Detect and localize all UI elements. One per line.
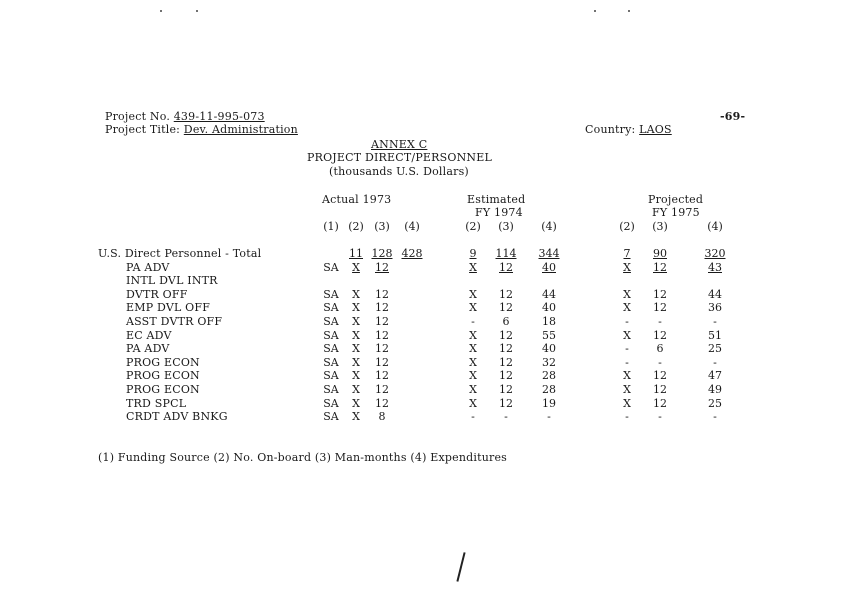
est-expenditures: 40 [542,342,556,356]
col-header-manmonths-actual: (3) [374,220,390,233]
est-onboard: X [469,396,477,410]
actual-onboard: X [352,287,360,301]
actual-onboard: X [352,383,360,396]
est-manmonths: - [504,410,508,424]
row-label: CRDT ADV BNKG [126,410,228,424]
scan-speck [160,10,162,12]
actual-onboard: X [352,328,360,342]
proj-manmonths: 12 [653,369,667,383]
est-expenditures: 28 [542,369,556,383]
est-manmonths: 12 [499,369,513,383]
col-header-onboard-proj: (2) [619,220,635,233]
row-label: INTL DVL INTR [126,274,218,288]
proj-manmonths: 12 [653,396,667,410]
est-expenditures: 344 [538,247,560,260]
funding-source: SA [323,315,339,328]
scan-speck [594,10,596,12]
actual-manmonths: 12 [375,260,389,274]
row-label: ASST DVTR OFF [126,315,223,328]
proj-onboard: 7 [623,247,631,260]
proj-manmonths: 12 [653,301,667,315]
projected-fy-header: FY 1975 [652,206,700,219]
actual-onboard: X [352,301,360,315]
country-line [585,123,672,136]
col-header-onboard-est: (2) [465,220,481,233]
proj-expenditures: 51 [708,328,722,342]
scan-speck [196,10,198,12]
row-label: PA ADV [126,342,170,356]
project-number-label: Project No. [105,110,171,123]
est-expenditures: 18 [542,315,556,328]
actual-manmonths: 12 [375,355,389,369]
est-onboard: X [469,355,477,369]
est-manmonths: 12 [499,328,513,342]
proj-manmonths: - [658,315,662,328]
est-onboard: X [469,301,477,315]
row-label: PA ADV [126,260,170,274]
row-label: PROG ECON [126,383,200,396]
est-onboard: - [471,315,475,328]
proj-expenditures: 25 [708,342,722,356]
proj-manmonths: 12 [653,328,667,342]
est-onboard: - [471,410,475,424]
est-onboard: X [469,287,477,301]
proj-expenditures: 44 [708,287,722,301]
actual-manmonths: 12 [375,328,389,342]
col-header-expend-est: (4) [541,220,557,233]
est-expenditures: 40 [542,301,556,315]
actual-header: Actual 1973 [322,193,392,206]
funding-source: SA [323,396,339,410]
proj-expenditures: - [713,355,717,369]
proj-onboard: X [623,369,631,383]
footnote: (1) Funding Source (2) No. On-board (3) Man-months (4) Expenditures [98,451,508,464]
est-onboard: X [469,342,477,356]
row-label: DVTR OFF [126,287,188,301]
annex-title: ANNEX C [371,138,428,151]
est-manmonths: 12 [499,301,513,315]
project-title-label: Project Title: [105,123,181,136]
actual-onboard: X [352,369,360,383]
proj-onboard: - [625,315,629,328]
actual-manmonths: 12 [375,342,389,356]
actual-onboard: X [352,396,360,410]
scan-speck [628,10,630,12]
proj-expenditures: 320 [704,247,726,260]
actual-manmonths: 12 [375,301,389,315]
project-title: Dev. Administration [183,123,298,136]
actual-onboard: X [352,315,360,328]
actual-manmonths: 8 [378,410,386,424]
actual-onboard: X [352,260,360,274]
actual-manmonths: 12 [375,383,389,396]
actual-manmonths: 12 [375,396,389,410]
col-header-onboard-actual: (2) [348,220,364,233]
actual-expenditures: 428 [401,247,423,260]
proj-manmonths: - [658,410,662,424]
actual-onboard: X [352,342,360,356]
col-header-manmonths-proj: (3) [652,220,668,233]
actual-onboard: X [352,410,360,424]
est-manmonths: 12 [499,383,513,396]
proj-expenditures: - [713,410,717,424]
est-manmonths: 12 [499,355,513,369]
col-header-manmonths-est: (3) [498,220,514,233]
proj-expenditures: 49 [708,383,722,396]
funding-source: SA [323,342,339,356]
actual-manmonths: 128 [371,247,393,260]
proj-manmonths: 12 [653,260,667,274]
est-expenditures: 28 [542,383,556,396]
est-expenditures: - [547,410,551,424]
funding-source: SA [323,369,339,383]
proj-expenditures: - [713,315,717,328]
actual-manmonths: 12 [375,369,389,383]
funding-source: SA [323,328,339,342]
proj-expenditures: 36 [708,301,722,315]
proj-expenditures: 43 [708,260,722,274]
funding-source: SA [323,287,339,301]
est-onboard: X [469,383,477,396]
row-label: EMP DVL OFF [126,301,211,315]
proj-expenditures: 47 [708,369,722,383]
est-manmonths: 12 [499,260,513,274]
annex-subtitle: PROJECT DIRECT/PERSONNEL [307,151,492,164]
est-manmonths: 12 [499,287,513,301]
proj-expenditures: 25 [708,396,722,410]
funding-source: SA [323,355,339,369]
actual-manmonths: 12 [375,287,389,301]
proj-onboard: X [623,260,631,274]
annex-units: (thousands U.S. Dollars) [329,165,469,178]
row-label: EC ADV [126,328,172,342]
country-label: Country: [585,123,636,136]
proj-onboard: X [623,396,631,410]
est-manmonths: 6 [502,315,510,328]
proj-onboard: - [625,410,629,424]
actual-onboard: X [352,355,360,369]
row-label: U.S. Direct Personnel - Total [98,247,262,260]
est-onboard: X [469,369,477,383]
project-number: 439-11-995-073 [173,110,265,123]
funding-source: SA [323,301,339,315]
proj-onboard: X [623,301,631,315]
est-expenditures: 55 [542,328,556,342]
col-header-expend-actual: (4) [404,220,420,233]
proj-onboard: X [623,383,631,396]
actual-manmonths: 12 [375,315,389,328]
estimated-header: Estimated [467,193,526,206]
est-onboard: 9 [469,247,477,260]
col-header-funding: (1) [323,220,339,233]
est-expenditures: 19 [542,396,556,410]
proj-manmonths: 12 [653,383,667,396]
row-label: TRD SPCL [126,396,187,410]
actual-onboard: 11 [349,247,363,260]
proj-manmonths: 90 [653,247,667,260]
est-expenditures: 32 [542,355,556,369]
project-title-line [105,123,298,136]
country: LAOS [639,123,672,136]
row-label: PROG ECON [126,369,200,383]
row-label: PROG ECON [126,355,200,369]
est-onboard: X [469,328,477,342]
pen-mark [456,552,465,582]
est-manmonths: 12 [499,342,513,356]
funding-source: SA [323,410,339,424]
proj-onboard: X [623,287,631,301]
est-manmonths: 12 [499,396,513,410]
col-header-expend-proj: (4) [707,220,723,233]
est-expenditures: 40 [542,260,556,274]
estimated-fy-header: FY 1974 [475,206,523,219]
page-number: -69- [720,110,746,123]
funding-source: SA [323,383,339,396]
proj-manmonths: - [658,355,662,369]
est-expenditures: 44 [542,287,556,301]
proj-onboard: X [623,328,631,342]
funding-source: SA [323,260,339,274]
projected-header: Projected [648,193,704,206]
proj-manmonths: 6 [656,342,664,356]
proj-onboard: - [625,342,629,356]
est-manmonths: 114 [495,247,517,260]
project-number-line [105,110,265,123]
proj-manmonths: 12 [653,287,667,301]
est-onboard: X [469,260,477,274]
proj-onboard: - [625,355,629,369]
